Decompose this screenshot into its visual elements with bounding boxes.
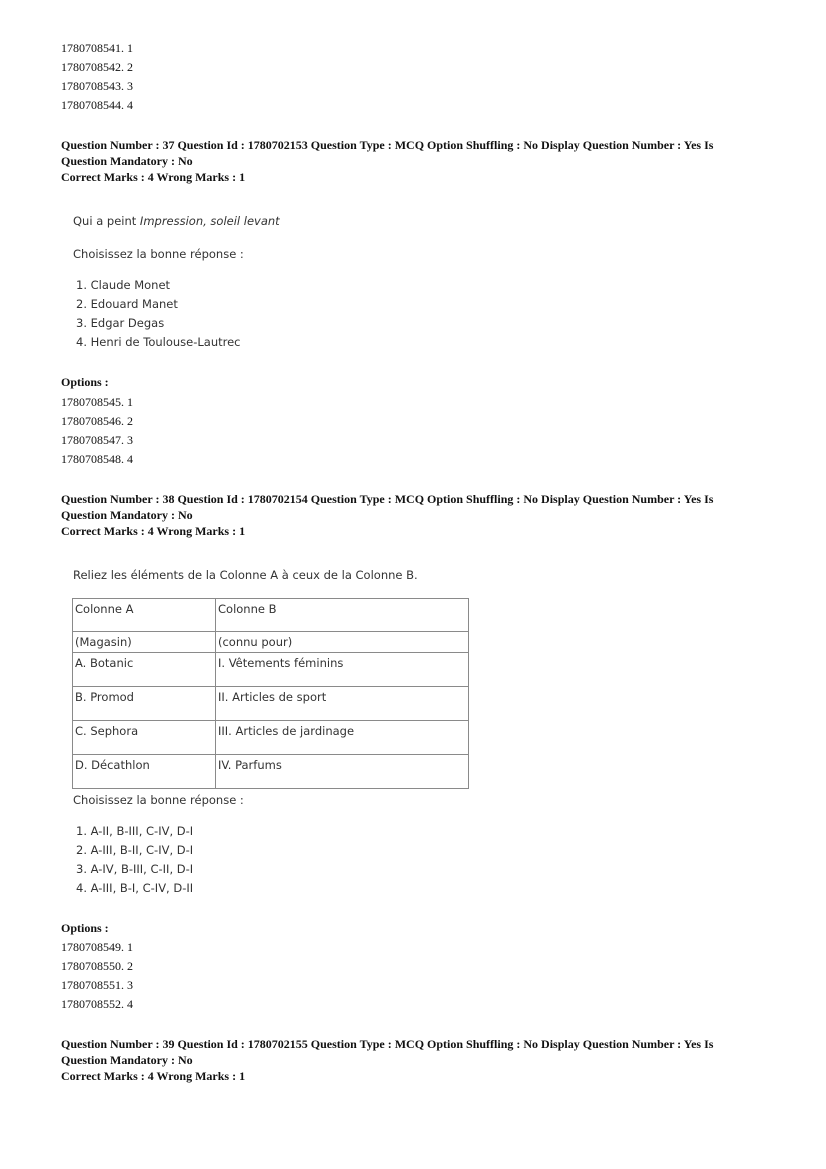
table-row: [73, 632, 469, 653]
choice-item: 4. A-III, B-I, C-IV, D-II: [76, 881, 194, 895]
table-row: [73, 653, 469, 687]
options-label: Options :: [61, 921, 109, 935]
question-mandatory: Question Mandatory : No: [61, 1053, 193, 1067]
option-line: 1780708545. 1: [61, 395, 133, 409]
table-cell: A. Botanic: [73, 653, 216, 687]
question-mandatory: Question Mandatory : No: [61, 154, 193, 168]
question-header-38: [61, 491, 761, 539]
question-text: Reliez les éléments de la Colonne A à ceux de la Colonne B.: [73, 568, 418, 582]
option-line: 1780708552. 4: [61, 997, 133, 1011]
option-line: 1780708541. 1: [61, 41, 133, 55]
table-cell: II. Articles de sport: [216, 687, 469, 721]
instruction-text: Choisissez la bonne réponse :: [73, 247, 244, 261]
question-marks: Correct Marks : 4 Wrong Marks : 1: [61, 170, 246, 184]
question-meta: Question Number : 39 Question Id : 1780702155 Question Type : MCQ Option Shuffling : No Display Question Number : Yes Is: [61, 1037, 714, 1051]
question-meta: Question Number : 38 Question Id : 1780702154 Question Type : MCQ Option Shuffling : No Display Question Number : Yes Is: [61, 492, 714, 506]
table-cell: B. Promod: [73, 687, 216, 721]
choice-item: 2. A-III, B-II, C-IV, D-I: [76, 843, 194, 857]
options-label: Options :: [61, 375, 109, 389]
matching-table: [72, 598, 469, 789]
table-row: [73, 755, 469, 789]
option-line: 1780708543. 3: [61, 79, 133, 93]
question-header-39: [61, 1036, 761, 1084]
table-cell: (Magasin): [73, 632, 216, 653]
option-line: 1780708548. 4: [61, 452, 133, 466]
option-line: 1780708550. 2: [61, 959, 133, 973]
choice-item: 4. Henri de Toulouse-Lautrec: [76, 335, 241, 349]
choice-item: 1. Claude Monet: [76, 278, 171, 292]
option-line: 1780708549. 1: [61, 940, 133, 954]
instruction-text: Choisissez la bonne réponse :: [73, 793, 244, 807]
table-cell: III. Articles de jardinage: [216, 721, 469, 755]
table-cell: (connu pour): [216, 632, 469, 653]
question-header-37: [61, 137, 761, 185]
table-row: [73, 687, 469, 721]
choice-item: 3. A-IV, B-III, C-II, D-I: [76, 862, 194, 876]
choice-item: 1. A-II, B-III, C-IV, D-I: [76, 824, 194, 838]
table-cell: Colonne A: [73, 599, 216, 632]
table-cell: D. Décathlon: [73, 755, 216, 789]
choice-item: 3. Edgar Degas: [76, 316, 165, 330]
option-line: 1780708544. 4: [61, 98, 133, 112]
question-meta: Question Number : 37 Question Id : 1780702153 Question Type : MCQ Option Shuffling : No Display Question Number : Yes Is: [61, 138, 714, 152]
option-line: 1780708546. 2: [61, 414, 133, 428]
option-line: 1780708547. 3: [61, 433, 133, 447]
table-cell: C. Sephora: [73, 721, 216, 755]
question-marks: Correct Marks : 4 Wrong Marks : 1: [61, 524, 246, 538]
question-marks: Correct Marks : 4 Wrong Marks : 1: [61, 1069, 246, 1083]
option-line: 1780708551. 3: [61, 978, 133, 992]
choice-item: 2. Edouard Manet: [76, 297, 178, 311]
table-row: [73, 599, 469, 632]
question-mandatory: Question Mandatory : No: [61, 508, 193, 522]
table-cell: IV. Parfums: [216, 755, 469, 789]
table-row: [73, 721, 469, 755]
option-line: 1780708542. 2: [61, 60, 133, 74]
table-cell: I. Vêtements féminins: [216, 653, 469, 687]
table-cell: Colonne B: [216, 599, 469, 632]
question-text: Qui a peint Impression, soleil levant: [73, 214, 280, 228]
